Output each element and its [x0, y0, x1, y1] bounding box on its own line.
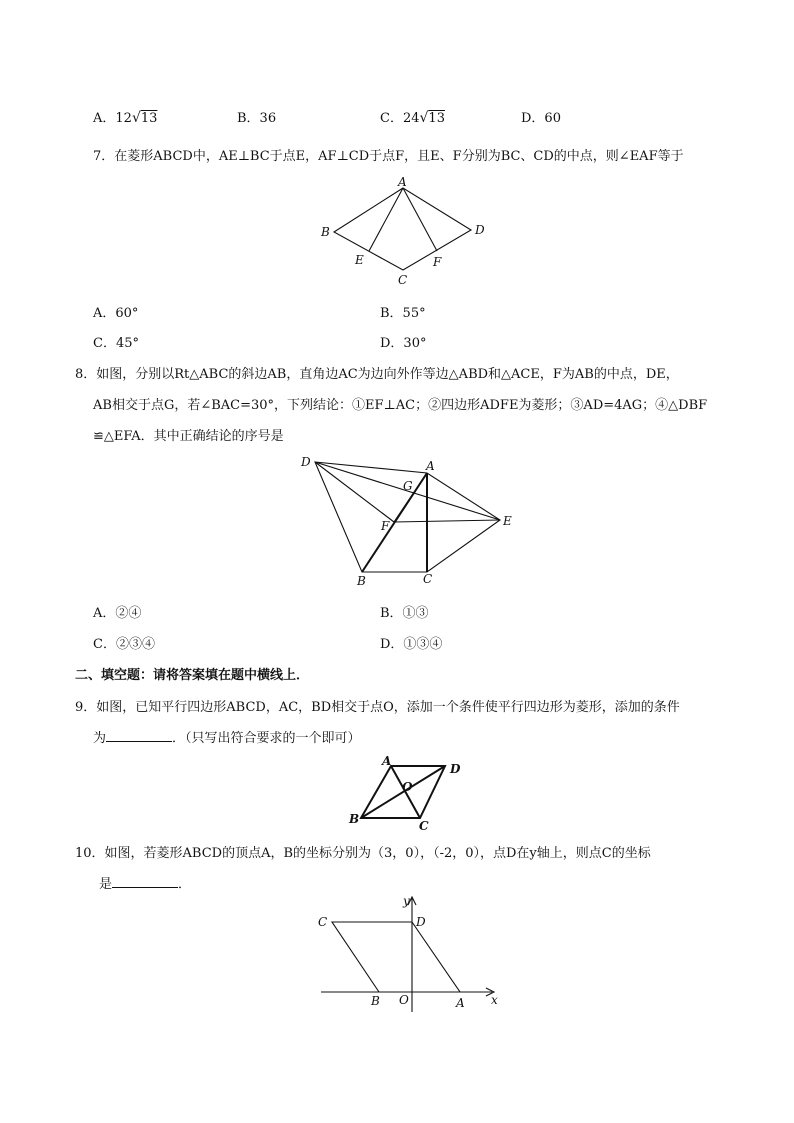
q7-label-b: B	[321, 225, 330, 239]
q7-option-a: A．60°	[93, 306, 139, 321]
q8-option-d: D．①③④	[380, 637, 443, 652]
q6-option-c-radicand: 13	[428, 111, 445, 126]
q6-option-a-prefix: A．12	[93, 111, 132, 126]
q8-stem-line1: 8．如图，分别以Rt△ABC的斜边AB，直角边AC为边向外作等边△ABD和△ACE，F为AB的中点，DE，	[75, 367, 679, 382]
q9-line2-prefix: 为	[93, 731, 107, 746]
q7-stem: 7．在菱形ABCD中，AE⊥BC于点E，AF⊥CD于点F，且E、F分别为BC、CD的中点，则∠EAF等于	[93, 149, 684, 164]
q8-label-d: D	[301, 455, 311, 469]
q6-option-b: B．36	[237, 111, 277, 126]
q8-label-f: F	[381, 519, 390, 533]
q6-option-a-radicand: 13	[140, 111, 158, 126]
q10-label-o: O	[399, 993, 409, 1007]
q10-label-b: B	[371, 994, 380, 1008]
q10-line2-suffix: ．	[178, 877, 192, 892]
q8-label-g: G	[403, 479, 413, 493]
q10-label-c: C	[318, 915, 328, 929]
q6-option-c: C．24√13	[380, 110, 445, 126]
q7-label-f: F	[433, 255, 442, 269]
q6-option-c-prefix: C．24	[380, 111, 420, 126]
q8-stem-line3: ≌△EFA．其中正确结论的序号是	[93, 429, 284, 444]
q10-label-a: A	[456, 996, 465, 1010]
q8-label-e: E	[503, 514, 512, 528]
q7-option-b: B．55°	[380, 306, 426, 321]
q10-label-y: y	[403, 894, 410, 908]
q7-label-d: D	[475, 223, 485, 237]
q9-label-o: O	[402, 780, 413, 794]
q8-stem-line2: AB相交于点G，若∠BAC=30°，下列结论：①EF⊥AC；②四边形ADFE为菱形；③AD=4AG；④△DBF	[93, 398, 708, 413]
q8-label-b: B	[357, 574, 366, 588]
q8-option-b: B．①③	[380, 606, 429, 621]
q7-label-c: C	[398, 273, 408, 287]
q10-label-d: D	[416, 915, 426, 929]
q10-label-x: x	[491, 993, 498, 1007]
q8-label-c: C	[423, 572, 433, 586]
q7-label-a: A	[398, 175, 407, 189]
q6-option-a: A．12√13	[93, 110, 158, 126]
q9-label-c: C	[419, 819, 429, 833]
q10-line2-prefix: 是	[99, 877, 113, 892]
q9-line2-suffix: ．（只写出符合要求的一个即可）	[172, 731, 361, 746]
q9-stem-line1: 9．如图，已知平行四边形ABCD，AC，BD相交于点O，添加一个条件使平行四边形为菱形，添加的条件	[75, 700, 680, 715]
q7-label-e: E	[355, 253, 364, 267]
q10-stem-line1: 10．如图，若菱形ABCD的顶点A，B的坐标分别为（3，0），（-2，0），点D在y轴上，则点C的坐标	[75, 846, 651, 861]
q7-option-d: D．30°	[380, 336, 427, 351]
q8-label-a: A	[426, 459, 435, 473]
q9-label-d: D	[450, 762, 461, 776]
q6-option-d: D．60	[521, 111, 561, 126]
q10-rhombus	[332, 922, 460, 992]
q9-label-a: A	[382, 754, 392, 768]
q9-label-b: B	[349, 812, 360, 826]
q7-option-c: C．45°	[93, 336, 139, 351]
q8-option-c: C．②③④	[93, 637, 155, 652]
section2-heading: 二、填空题：请将答案填在题中横线上．	[75, 668, 310, 683]
q8-option-a: A．②④	[93, 606, 142, 621]
